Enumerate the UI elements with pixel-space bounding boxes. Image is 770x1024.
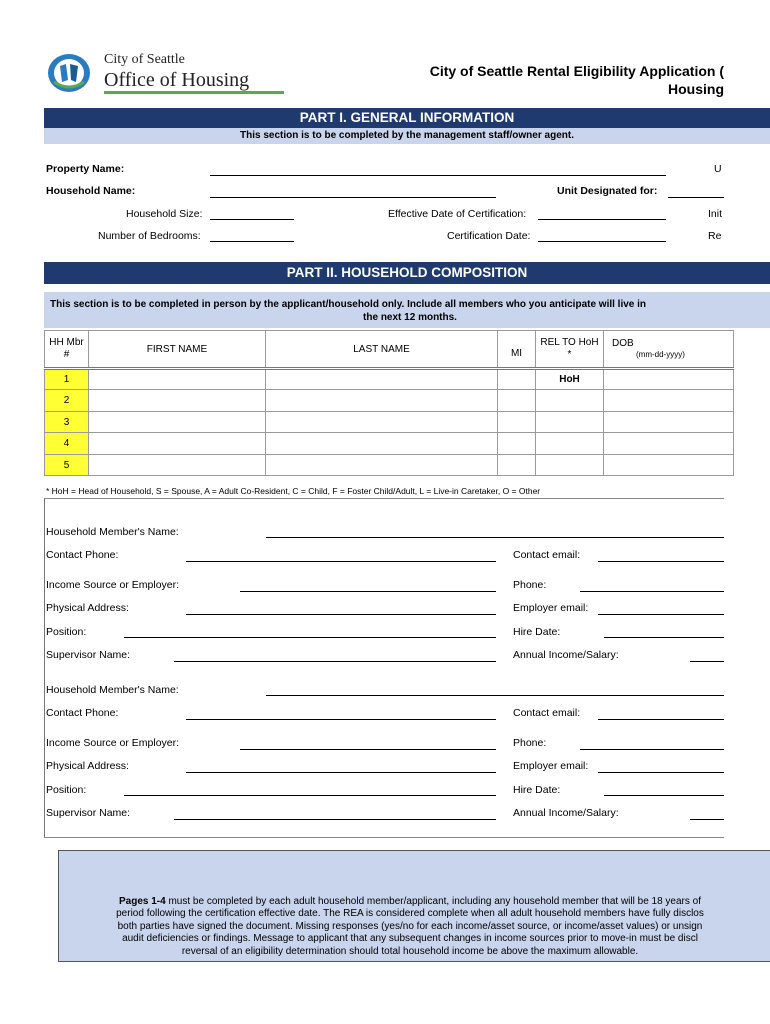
- income-source-label-2: Income Source or Employer:: [46, 737, 180, 749]
- bottom-notice-lead: Pages 1-4: [118, 896, 166, 907]
- property-name-field[interactable]: [210, 175, 666, 176]
- mi-cell[interactable]: [498, 433, 536, 455]
- member-form-border: [44, 498, 45, 838]
- col-last-name: LAST NAME: [266, 331, 498, 369]
- household-size-field[interactable]: [210, 219, 294, 220]
- table-row: [45, 390, 734, 412]
- bottom-notice-text: [50, 896, 770, 958]
- member-name-field-2[interactable]: [266, 695, 724, 696]
- col-dob: [604, 331, 734, 369]
- member-name-label: Household Member's Name:: [46, 526, 179, 538]
- mi-cell[interactable]: [498, 412, 536, 433]
- bottom-notice-line-3: both parties have signed the document. Missing responses (yes/no for each income/asset source, or income/asset values) or unsign: [117, 920, 703, 932]
- col-hh-mbr: [45, 331, 89, 369]
- contact-email-field[interactable]: [598, 561, 724, 562]
- last-name-cell[interactable]: [266, 412, 498, 433]
- part1-header: PART I. GENERAL INFORMATION: [44, 108, 770, 128]
- logo-underline: [104, 91, 284, 94]
- part2-note-line2: the next 12 months.: [363, 312, 457, 323]
- annual-income-label: Annual Income/Salary:: [513, 649, 619, 661]
- part1-right-clip-1: U: [714, 163, 722, 175]
- income-source-field-2[interactable]: [240, 749, 496, 750]
- col-rel-hoh: [536, 331, 604, 369]
- dob-cell[interactable]: [604, 433, 734, 455]
- last-name-cell[interactable]: [266, 433, 498, 455]
- relationship-footnote: * HoH = Head of Household, S = Spouse, A = Adult Co-Resident, C = Child, F = Foster Child/Adult, L = Live-in Caretaker, O = Other: [46, 486, 541, 496]
- phone-field-2[interactable]: [580, 749, 724, 750]
- supervisor-field-2[interactable]: [174, 819, 496, 820]
- hire-date-field-2[interactable]: [604, 795, 724, 796]
- document-title: [430, 62, 724, 98]
- contact-email-label-2: Contact email:: [513, 707, 581, 719]
- income-source-field[interactable]: [240, 591, 496, 592]
- household-name-field[interactable]: [210, 197, 496, 198]
- mi-cell[interactable]: [498, 455, 536, 476]
- rel-cell[interactable]: [536, 455, 604, 476]
- part2-note: [44, 292, 770, 328]
- col-rel-star: *: [567, 349, 572, 360]
- physical-address-label: Physical Address:: [46, 602, 129, 614]
- contact-phone-field[interactable]: [186, 561, 496, 562]
- annual-income-field-2[interactable]: [690, 819, 724, 820]
- part2-note-line1: This section is to be completed in person by the applicant/household only. Include all members who you anticipate will live in: [50, 299, 647, 310]
- member-name-label-2: Household Member's Name:: [46, 684, 179, 696]
- col-first-name: FIRST NAME: [89, 331, 266, 369]
- position-label: Position:: [46, 626, 87, 638]
- rel-cell[interactable]: HoH: [536, 369, 604, 390]
- first-name-cell[interactable]: [89, 455, 266, 476]
- cert-date-field[interactable]: [538, 241, 666, 242]
- row-number: 4: [45, 433, 89, 455]
- employer-email-field[interactable]: [598, 614, 724, 615]
- dob-cell[interactable]: [604, 412, 734, 433]
- effective-date-label: Effective Date of Certification:: [388, 208, 527, 220]
- title-line-2: Housing: [668, 81, 724, 97]
- physical-address-field-2[interactable]: [186, 772, 496, 773]
- rel-cell[interactable]: [536, 433, 604, 455]
- rel-cell[interactable]: [536, 412, 604, 433]
- row-number: 5: [45, 455, 89, 476]
- col-rel-label: REL TO HoH: [540, 337, 599, 348]
- bottom-notice-line-2: period following the certification effective date. The REA is considered complete when all adult household members have fully disclos: [116, 908, 704, 920]
- supervisor-field[interactable]: [174, 661, 496, 662]
- contact-phone-label: Contact Phone:: [46, 549, 119, 561]
- member-form-bottom-border: [44, 837, 724, 838]
- row-number: 2: [45, 390, 89, 412]
- col-hh-mbr-label: HH Mbr: [49, 337, 84, 348]
- part2-header: PART II. HOUSEHOLD COMPOSITION: [44, 262, 770, 284]
- income-source-label: Income Source or Employer:: [46, 579, 180, 591]
- annual-income-label-2: Annual Income/Salary:: [513, 807, 619, 819]
- annual-income-field[interactable]: [690, 661, 724, 662]
- phone-field[interactable]: [580, 591, 724, 592]
- member-name-field[interactable]: [266, 537, 724, 538]
- cert-date-label: Certification Date:: [447, 230, 531, 242]
- position-label-2: Position:: [46, 784, 87, 796]
- first-name-cell[interactable]: [89, 390, 266, 412]
- table-row: [45, 412, 734, 433]
- part1-right-clip-3: Re: [708, 230, 722, 242]
- table-header-row: [45, 331, 734, 369]
- employer-email-label-2: Employer email:: [513, 760, 589, 772]
- title-line-1: City of Seattle Rental Eligibility Application (: [429, 63, 724, 79]
- last-name-cell[interactable]: [266, 369, 498, 390]
- bedrooms-label: Number of Bedrooms:: [98, 230, 201, 242]
- contact-email-label: Contact email:: [513, 549, 581, 561]
- position-field[interactable]: [124, 637, 496, 638]
- hire-date-label: Hire Date:: [513, 626, 561, 638]
- mi-cell[interactable]: [498, 390, 536, 412]
- last-name-cell[interactable]: [266, 390, 498, 412]
- bedrooms-field[interactable]: [210, 241, 294, 242]
- position-field-2[interactable]: [124, 795, 496, 796]
- row-number: 1: [45, 369, 89, 390]
- bottom-notice-line-1: [50, 896, 770, 908]
- table-row: [45, 433, 734, 455]
- household-size-label: Household Size:: [126, 208, 203, 220]
- bottom-notice-line-1-rest: must be completed by each adult household member/applicant, including any household member that will be 18 years of: [165, 896, 701, 907]
- phone-label-2: Phone:: [513, 737, 547, 749]
- hire-date-field[interactable]: [604, 637, 724, 638]
- physical-address-field[interactable]: [186, 614, 496, 615]
- logo-office-text: Office of Housing: [104, 69, 250, 91]
- hire-date-label-2: Hire Date:: [513, 784, 561, 796]
- first-name-cell[interactable]: [89, 369, 266, 390]
- effective-date-field[interactable]: [538, 219, 666, 220]
- first-name-cell[interactable]: [89, 412, 266, 433]
- supervisor-label-2: Supervisor Name:: [46, 807, 131, 819]
- household-composition-table: [44, 330, 734, 476]
- city-seal-icon: [46, 52, 92, 94]
- col-hh-mbr-hash: #: [63, 349, 70, 360]
- rel-cell[interactable]: [536, 390, 604, 412]
- table-row: [45, 455, 734, 476]
- last-name-cell[interactable]: [266, 455, 498, 476]
- logo-city-text: City of Seattle: [104, 52, 185, 67]
- contact-phone-field-2[interactable]: [186, 719, 496, 720]
- supervisor-label: Supervisor Name:: [46, 649, 131, 661]
- contact-email-field-2[interactable]: [598, 719, 724, 720]
- row-number: 3: [45, 412, 89, 433]
- dob-cell[interactable]: [604, 390, 734, 412]
- col-dob-label: DOB: [612, 338, 634, 349]
- unit-designated-field[interactable]: [668, 197, 724, 198]
- mi-cell[interactable]: [498, 369, 536, 390]
- physical-address-label-2: Physical Address:: [46, 760, 129, 772]
- household-name-label: Household Name:: [46, 185, 136, 197]
- employer-email-field-2[interactable]: [598, 772, 724, 773]
- col-mi: MI: [498, 331, 536, 369]
- phone-label: Phone:: [513, 579, 547, 591]
- office-of-housing-logo: [46, 50, 286, 96]
- employer-email-label: Employer email:: [513, 602, 589, 614]
- part1-note: This section is to be completed by the management staff/owner agent.: [44, 128, 770, 144]
- dob-cell[interactable]: [604, 455, 734, 476]
- bottom-notice-line-5: reversal of an eligibility determination should total household income be above the maximum allowable.: [181, 945, 639, 957]
- part1-right-clip-2: Init: [708, 208, 723, 220]
- first-name-cell[interactable]: [89, 433, 266, 455]
- footnote-divider: [44, 498, 724, 499]
- bottom-notice-line-4: audit deficiencies or findings. Message to applicant that any subsequent changes in income sources prior to move-in must be discl: [122, 933, 698, 945]
- table-row: [45, 369, 734, 390]
- property-name-label: Property Name:: [46, 163, 125, 175]
- contact-phone-label-2: Contact Phone:: [46, 707, 119, 719]
- col-dob-format: (mm-dd-yyyy): [636, 350, 685, 359]
- unit-designated-label: Unit Designated for:: [557, 185, 658, 197]
- dob-cell[interactable]: [604, 369, 734, 390]
